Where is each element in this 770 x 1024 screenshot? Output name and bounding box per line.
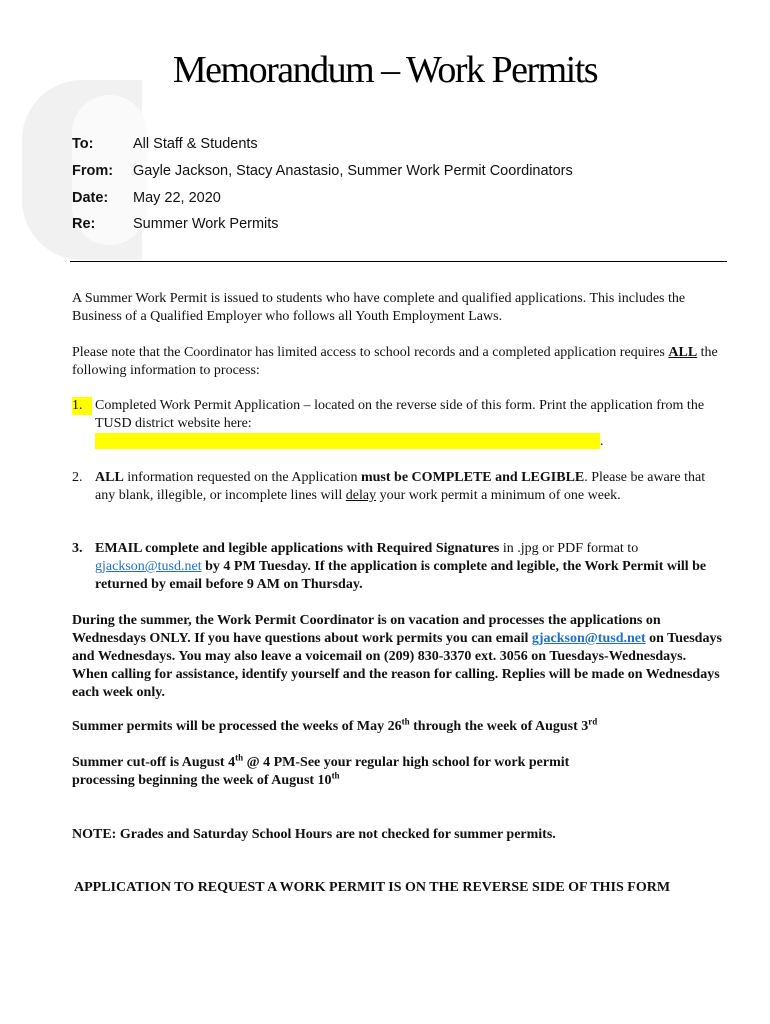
re-label: Re: [72, 216, 96, 232]
note-paragraph: Please note that the Coordinator has limited access to school records and a completed application requires ALL the following information to process: [72, 345, 718, 378]
item-3-number: 3. [72, 541, 83, 556]
url-blank-highlight [95, 433, 600, 449]
re-value: Summer Work Permits [133, 216, 279, 232]
date-label: Date: [72, 190, 109, 206]
item-3-text: EMAIL complete and legible applications with Required Signatures in .jpg or PDF format to gjackson@tusd.net by 4 PM Tuesday. If the application is complete and legible, the Work Permit will be returned by email before 9 AM on Thursday. [95, 541, 707, 592]
reverse-side-notice: APPLICATION TO REQUEST A WORK PERMIT IS ON THE REVERSE SIDE OF THIS FORM [74, 880, 671, 895]
intro-paragraph: A Summer Work Permit is issued to students who have complete and qualified applications. This includes the Business of a Qualified Employer who follows all Youth Employment Laws. [72, 291, 686, 324]
item-1-text: Completed Work Permit Application – located on the reverse side of this form. Print the application from the TUSD district website here: . [95, 398, 705, 449]
page-title: Memorandum – Work Permits [172, 49, 598, 91]
email-link[interactable]: gjackson@tusd.net [95, 559, 202, 574]
from-label: From: [72, 163, 114, 179]
processing-weeks: Summer permits will be processed the weeks of May 26th through the week of August 3rd [72, 716, 598, 734]
item-2-number: 2. [72, 470, 83, 485]
to-label: To: [72, 136, 94, 152]
header-divider [70, 261, 727, 262]
date-value: May 22, 2020 [133, 190, 221, 206]
summer-paragraph: During the summer, the Work Permit Coordinator is on vacation and processes the applications on Wednesdays ONLY. If you have questions about work permits you can email gjackson@tusd.net on Tuesdays and Wednesdays. You may also leave a voicemail on (209) 830-3370 ext. 3056 on Tuesdays-Wednesdays. When calling for assistance, identify yourself and the reason for calling. Replies will be made on Wednesdays each week only. [72, 613, 722, 700]
grades-note: NOTE: Grades and Saturday School Hours are not checked for summer permits. [72, 827, 556, 842]
item-2-text: ALL information requested on the Application must be COMPLETE and LEGIBLE. Please be aware that any blank, illegible, or incomplete lines will delay your work permit a minimum of one week. [95, 470, 706, 503]
item-1-number: 1. [72, 397, 92, 415]
from-value: Gayle Jackson, Stacy Anastasio, Summer Work Permit Coordinators [133, 163, 573, 179]
to-value: All Staff & Students [133, 136, 258, 152]
email-link-2[interactable]: gjackson@tusd.net [531, 631, 646, 646]
all-emphasis: ALL [668, 345, 698, 360]
cutoff-paragraph: Summer cut-off is August 4th @ 4 PM-See your regular high school for work permit processing beginning the week of August 10th [72, 752, 570, 788]
